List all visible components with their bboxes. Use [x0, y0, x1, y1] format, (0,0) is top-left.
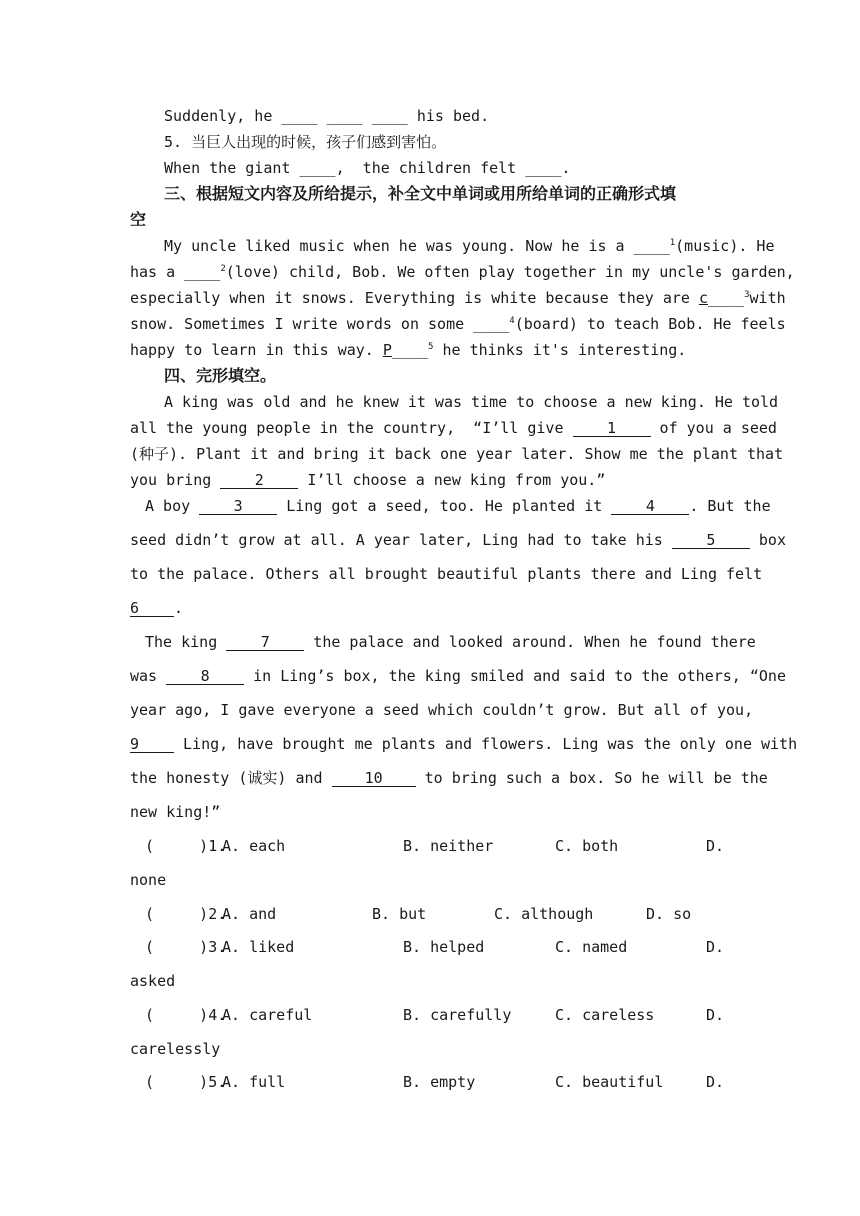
cloze-p1-line3: (种子). Plant it and bring it back one year later. Show me the plant that [130, 445, 784, 463]
question-2-option-c: C. although [494, 905, 594, 923]
translation-item4-tail: Suddenly, he ____ ____ ____ his bed. [164, 107, 490, 125]
question-4-option-d: D. [706, 1006, 725, 1024]
section3-heading-wrap: 空 [130, 210, 147, 229]
question-5-option-a: A. full [222, 1073, 286, 1091]
question-5-number: ( )5. [145, 1073, 227, 1091]
cloze-blank-5: 5 [672, 532, 750, 549]
question-3-option-c: C. named [555, 938, 628, 956]
cloze-p1-line1: A king was old and he knew it was time to choose a new king. He told [164, 393, 779, 411]
cloze-blank-9: 9 [130, 736, 174, 753]
section3-line5: happy to learn in this way. P____$^5$ he thinks it's interesting. [130, 341, 687, 359]
question-3-option-d-text: asked [130, 972, 176, 990]
cloze-blank-8: 8 [166, 668, 244, 685]
cloze-p2-line3: to the palace. Others all brought beautiful plants there and Ling felt [130, 565, 763, 583]
question-3-option-a: A. liked [222, 938, 295, 956]
translation-item5-chinese: 5. 当巨人出现的时候，孩子们感到害怕。 [164, 133, 447, 151]
question-1-option-c: C. both [555, 837, 619, 855]
cloze-blank-4: 4 [611, 498, 689, 515]
question-3-option-b: B. helped [403, 938, 485, 956]
initial-letter-p: P [382, 341, 392, 359]
cloze-blank-2: 2 [220, 472, 298, 489]
question-4-option-a: A. careful [222, 1006, 313, 1024]
section3-line2: has a ____$^2$(love) child, Bob. We often play together in my uncle's garden, [130, 263, 795, 281]
cloze-blank-1: 1 [573, 420, 651, 437]
cloze-p3-line4: 9 Ling, have brought me plants and flowers. Ling was the only one with [130, 735, 798, 753]
question-1-option-d: D. [706, 837, 725, 855]
cloze-blank-7: 7 [226, 634, 304, 651]
question-2-option-a: A. and [222, 905, 277, 923]
cloze-p3-line5: the honesty (诚实) and 10 to bring such a box. So he will be the [130, 769, 768, 787]
question-4-option-d-text: carelessly [130, 1040, 221, 1058]
question-2-number: ( )2. [145, 905, 227, 923]
question-4-number: ( )4. [145, 1006, 227, 1024]
cloze-blank-3: 3 [199, 498, 277, 515]
cloze-p1-line4: you bring 2 I’ll choose a new king from you.” [130, 471, 606, 489]
question-1-number: ( )1. [145, 837, 227, 855]
question-1-option-d-text: none [130, 871, 167, 889]
question-4-option-b: B. carefully [403, 1006, 512, 1024]
cloze-p1-line2: all the young people in the country, “I’ll give 1 of you a seed [130, 419, 777, 437]
cloze-p3-line1: The king 7 the palace and looked around. When he found there [145, 633, 756, 651]
question-5-option-d: D. [706, 1073, 725, 1091]
cloze-blank-6: 6 [130, 600, 174, 617]
cloze-blank-10: 10 [332, 770, 416, 787]
cloze-p2-line2: seed didn’t grow at all. A year later, Ling had to take his 5 box [130, 531, 786, 549]
question-2-option-b: B. but [372, 905, 427, 923]
section4-heading: 四、完形填空。 [164, 366, 277, 385]
question-5-option-b: B. empty [403, 1073, 476, 1091]
section3-line1: My uncle liked music when he was young. Now he is a ____$^1$(music). He [164, 237, 775, 255]
question-1-option-b: B. neither [403, 837, 494, 855]
section3-heading: 三、根据短文内容及所给提示，补全文中单词或用所给单词的正确形式填 [164, 184, 677, 203]
cloze-p3-line2: was 8 in Ling’s box, the king smiled and said to the others, “One [130, 667, 786, 685]
question-5-option-c: C. beautiful [555, 1073, 664, 1091]
question-4-option-c: C. careless [555, 1006, 655, 1024]
question-1-option-a: A. each [222, 837, 286, 855]
section3-line4: snow. Sometimes I write words on some ____$^4$(board) to teach Bob. He feels [130, 315, 786, 333]
cloze-p3-line6: new king!” [130, 803, 221, 821]
translation-item5-english: When the giant ____, the children felt ____. [164, 159, 571, 177]
question-2-option-d: D. so [646, 905, 692, 923]
cloze-p3-line3: year ago, I gave everyone a seed which couldn’t grow. But all of you, [130, 701, 754, 719]
cloze-p2-line1: A boy 3 Ling got a seed, too. He planted it 4 . But the [145, 497, 771, 515]
question-3-number: ( )3. [145, 938, 227, 956]
section3-line3: especially when it snows. Everything is white because they are c____$^3$with [130, 289, 786, 307]
cloze-p2-line4: 6 . [130, 599, 184, 617]
initial-letter-c: c [698, 289, 708, 307]
question-3-option-d: D. [706, 938, 725, 956]
